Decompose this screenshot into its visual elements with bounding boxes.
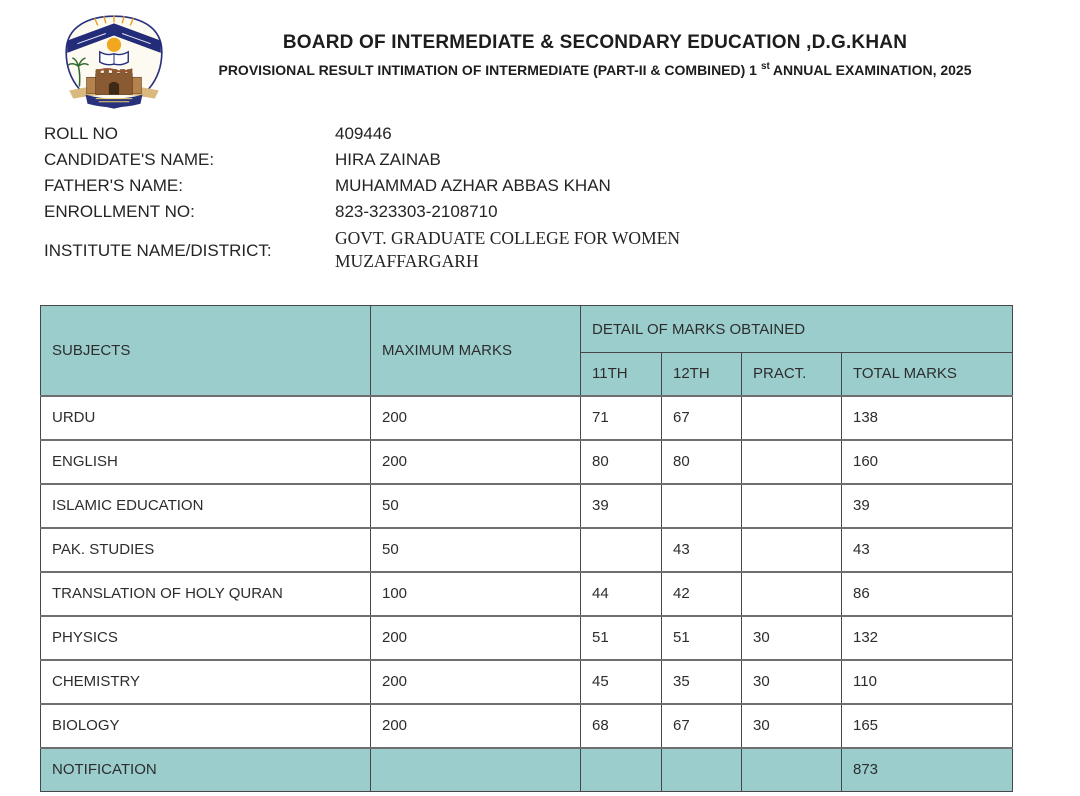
marks-11th-cell (581, 528, 662, 572)
marks-12th-cell: 51 (662, 616, 742, 660)
marks-12th-cell: 80 (662, 440, 742, 484)
table-row (41, 572, 1013, 616)
subject-cell: URDU (41, 396, 371, 440)
institute-label: INSTITUTE NAME/DISTRICT: (44, 240, 272, 260)
notification-row (41, 748, 1013, 792)
document-subtitle (120, 61, 1070, 78)
total-marks-cell: 86 (842, 572, 1013, 616)
marks-pract-cell (742, 484, 842, 528)
marks-pract-cell (742, 440, 842, 484)
marks-11th-cell: 80 (581, 440, 662, 484)
father-name-value: MUHAMMAD AZHAR ABBAS KHAN (335, 176, 611, 195)
info-row-enrollment-no (44, 199, 944, 225)
marks-11th-cell: 39 (581, 484, 662, 528)
subject-cell: BIOLOGY (41, 704, 371, 748)
institute-value (335, 227, 680, 273)
subject-cell: CHEMISTRY (41, 660, 371, 704)
document-header (120, 31, 1070, 78)
grand-total-cell: 873 (842, 748, 1013, 792)
total-marks-cell: 39 (842, 484, 1013, 528)
candidate-info (44, 121, 944, 273)
info-row-candidate-name (44, 147, 944, 173)
max-marks-cell: 200 (371, 704, 581, 748)
total-marks-cell: 138 (842, 396, 1013, 440)
notification-11th-cell (581, 748, 662, 792)
subtitle-ordinal-suffix: st (760, 61, 770, 72)
father-name-label: FATHER'S NAME: (44, 176, 183, 195)
total-marks-cell: 165 (842, 704, 1013, 748)
col-total-marks-header: TOTAL MARKS (842, 353, 1013, 396)
marks-pract-cell: 30 (742, 660, 842, 704)
max-marks-cell: 200 (371, 660, 581, 704)
total-marks-cell: 160 (842, 440, 1013, 484)
max-marks-cell: 50 (371, 528, 581, 572)
table-row (41, 528, 1013, 572)
marks-pract-cell (742, 572, 842, 616)
subtitle-text: PROVISIONAL RESULT INTIMATION OF INTERMEDIATE (PART-II & COMBINED) 1 (218, 62, 757, 78)
marks-11th-cell: 71 (581, 396, 662, 440)
col-pract-header: PRACT. (742, 353, 842, 396)
marks-12th-cell: 35 (662, 660, 742, 704)
enrollment-no-label: ENROLLMENT NO: (44, 202, 195, 221)
table-row (41, 660, 1013, 704)
marks-pract-cell (742, 528, 842, 572)
table-row (41, 396, 1013, 440)
institute-name-line1: GOVT. GRADUATE COLLEGE FOR WOMEN (335, 228, 680, 248)
table-row (41, 440, 1013, 484)
max-marks-cell: 50 (371, 484, 581, 528)
max-marks-cell: 200 (371, 440, 581, 484)
marks-11th-cell: 44 (581, 572, 662, 616)
marks-12th-cell: 67 (662, 396, 742, 440)
subject-cell: ISLAMIC EDUCATION (41, 484, 371, 528)
total-marks-cell: 43 (842, 528, 1013, 572)
info-row-institute (44, 227, 944, 273)
marks-12th-cell: 43 (662, 528, 742, 572)
max-marks-cell: 200 (371, 616, 581, 660)
subject-cell: PAK. STUDIES (41, 528, 371, 572)
board-title: BOARD OF INTERMEDIATE & SECONDARY EDUCATION ,D.G.KHAN (282, 32, 908, 53)
marks-11th-cell: 51 (581, 616, 662, 660)
info-row-father-name (44, 173, 944, 199)
candidate-name-value: HIRA ZAINAB (335, 150, 441, 169)
marks-pract-cell: 30 (742, 616, 842, 660)
roll-no-value: 409446 (335, 124, 392, 143)
subject-cell: PHYSICS (41, 616, 371, 660)
notification-12th-cell (662, 748, 742, 792)
marks-12th-cell (662, 484, 742, 528)
marks-pract-cell: 30 (742, 704, 842, 748)
maximum-marks-header: MAXIMUM MARKS (371, 306, 581, 396)
subtitle-text-tail: ANNUAL EXAMINATION, 2025 (772, 62, 972, 78)
marks-11th-cell: 45 (581, 660, 662, 704)
notification-max-cell (371, 748, 581, 792)
table-row (41, 616, 1013, 660)
max-marks-cell: 100 (371, 572, 581, 616)
max-marks-cell: 200 (371, 396, 581, 440)
table-row (41, 704, 1013, 748)
table-row (41, 484, 1013, 528)
info-row-roll-no (44, 121, 944, 147)
roll-no-label: ROLL NO (44, 124, 119, 143)
subject-cell: ENGLISH (41, 440, 371, 484)
table-header-group-row (41, 306, 1013, 353)
notification-label-cell: NOTIFICATION (41, 748, 371, 792)
subject-cell: TRANSLATION OF HOLY QURAN (41, 572, 371, 616)
total-marks-cell: 110 (842, 660, 1013, 704)
candidate-name-label: CANDIDATE'S NAME: (44, 150, 215, 169)
marks-12th-cell: 42 (662, 572, 742, 616)
institute-name-line2: MUZAFFARGARH (335, 251, 479, 271)
total-marks-cell: 132 (842, 616, 1013, 660)
marks-table (40, 305, 1013, 792)
marks-pract-cell (742, 396, 842, 440)
marks-12th-cell: 67 (662, 704, 742, 748)
subjects-header: SUBJECTS (41, 306, 371, 396)
notification-pract-cell (742, 748, 842, 792)
marks-11th-cell: 68 (581, 704, 662, 748)
detail-of-marks-header: DETAIL OF MARKS OBTAINED (581, 306, 1013, 353)
col-11th-header: 11TH (581, 353, 662, 396)
col-12th-header: 12TH (662, 353, 742, 396)
enrollment-no-value: 823-323303-2108710 (335, 202, 498, 221)
